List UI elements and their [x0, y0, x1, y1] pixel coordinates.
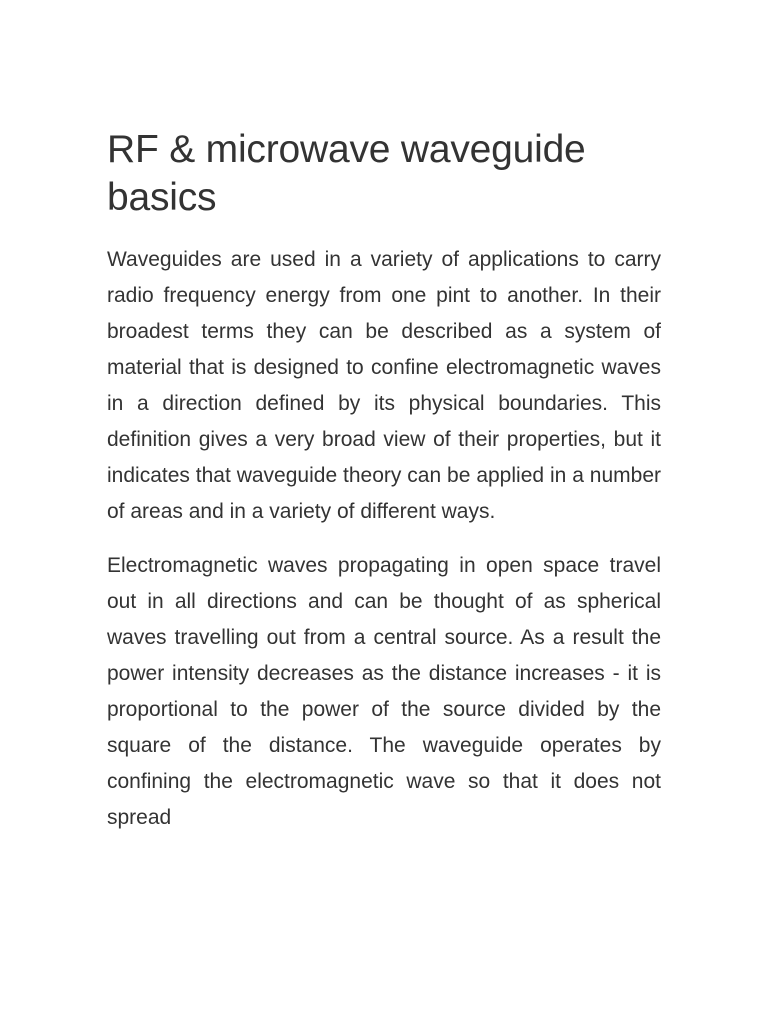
page-title: RF & microwave waveguide basics: [107, 128, 586, 219]
paragraph-propagation: Electromagnetic waves propagating in open space travel out in all directions and can be thought of as spherical waves travelling out from a central source. As a result the power intensity decreases as the distance increases - it is proportional to the power of the source divided by the square of the distance. The waveguide operates by confining the electromagnetic wave so that it does not spread: [107, 554, 661, 829]
paragraph-intro: Waveguides are used in a variety of applications to carry radio frequency energy from one pint to another. In their broadest terms they can be described as a system of material that is designed to confine electromagnetic waves in a direction defined by its physical boundaries. This definition gives a very broad view of their properties, but it indicates that waveguide theory can be applied in a number of areas and in a variety of different ways.: [107, 248, 661, 523]
article-body: [107, 126, 661, 836]
